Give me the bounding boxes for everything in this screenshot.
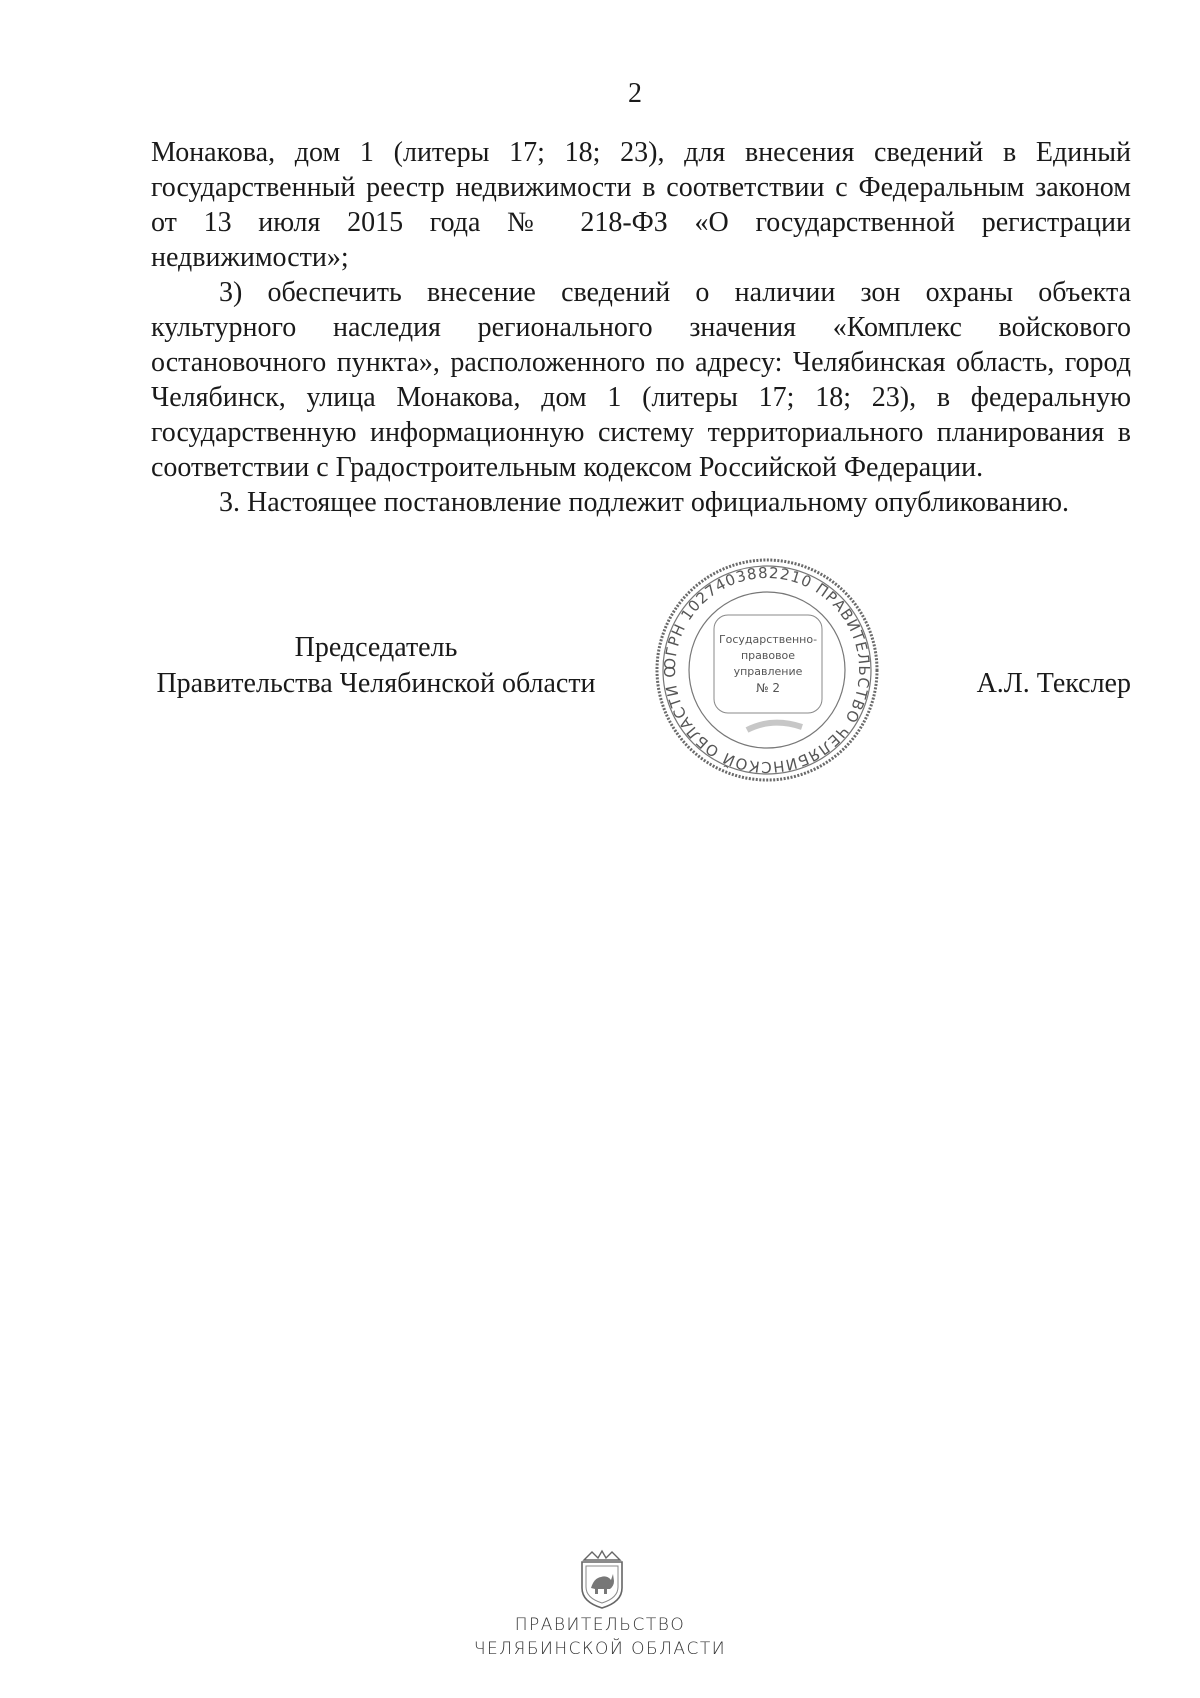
signatory-title-line1: Председатель bbox=[294, 632, 458, 663]
signatory-title bbox=[151, 630, 601, 702]
svg-text:правовое: правовое bbox=[740, 649, 796, 662]
paragraph-item-3: 3) обеспечить внесение сведений о наличии зон охраны объекта культурного наследия регионального значения «Комплекс войскового остановочного пункта», расположенного по адресу: Челябинская область, город Челябинск, улица Монакова, дом 1 (литеры 17; 18; 23), в федеральную государственную информационную систему территориального планирования в соответствии с Градостроительным кодексом Российской Федерации. bbox=[151, 277, 1131, 483]
footer-line2: ЧЕЛЯБИНСКОЙ ОБЛАСТИ bbox=[473, 1639, 727, 1659]
signatory-title-line2: Правительства Челябинской области bbox=[156, 668, 596, 699]
svg-text:Государственно-: Государственно- bbox=[718, 633, 818, 646]
svg-text:№ 2: № 2 bbox=[756, 681, 780, 695]
svg-text:управление: управление bbox=[733, 665, 803, 678]
svg-text:ОГРН 1027403882210 ПРАВИТЕЛЬСТ: ОГРН 1027403882210 ПРАВИТЕЛЬСТВО ЧЕЛЯБИНСКОЙ ОБЛАСТИ О bbox=[660, 563, 874, 777]
paragraph-continuation: Монакова, дом 1 (литеры 17; 18; 23), для внесения сведений в Единый государственный реестр недвижимости в соответствии с Федеральным законом от 13 июля 2015 года № 218-ФЗ «О государственной регистрации недвижимости»; bbox=[151, 137, 1131, 273]
document-body bbox=[151, 135, 1131, 520]
footer-organization bbox=[400, 1613, 800, 1661]
footer-line1: ПРАВИТЕЛЬСТВО bbox=[514, 1615, 686, 1635]
coat-of-arms-icon bbox=[574, 1548, 630, 1610]
official-seal bbox=[652, 555, 882, 785]
signature-block bbox=[151, 630, 1131, 780]
signatory-name: А.Л. Текслер bbox=[976, 668, 1131, 699]
paragraph-publication: 3. Настоящее постановление подлежит официальному опубликованию. bbox=[219, 487, 1069, 518]
page-number: 2 bbox=[628, 78, 642, 109]
